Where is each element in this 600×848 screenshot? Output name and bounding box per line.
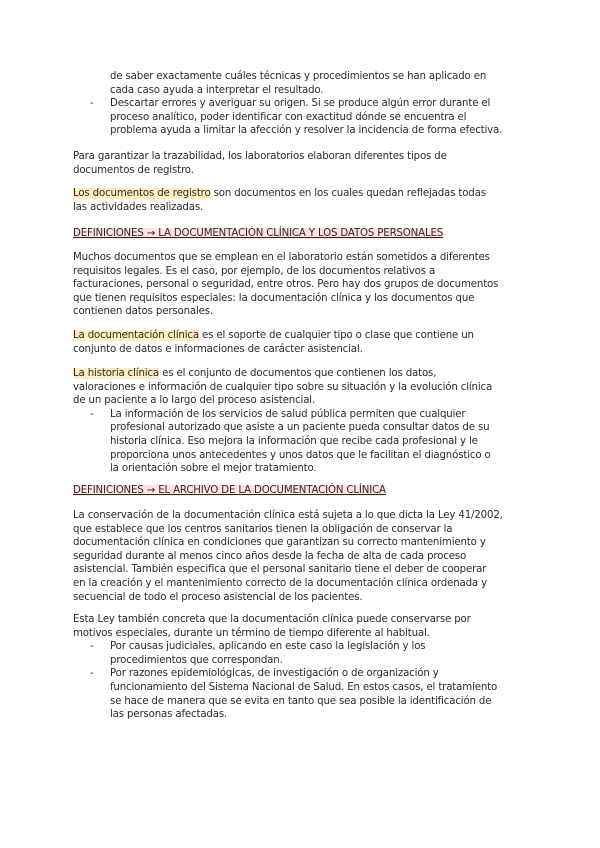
bullet-dash: -	[90, 408, 94, 420]
bullet-item-descartar-errores	[73, 97, 528, 138]
bullet-text-line: proceso analítico, poder identificar con exactitud dónde se encuentra el	[110, 111, 467, 123]
bullet-text-line: historia clínica. Eso mejora la información que recibe cada profesional y le	[110, 435, 478, 447]
paragraph-line: asistencial. También especifica que el personal sanitario tiene el deber de cooperar	[73, 564, 487, 576]
bullet-item-servicios-salud	[73, 408, 528, 476]
paragraph-line	[73, 329, 528, 343]
bullet-text-line: Por razones epidemiológicas, de investigación o de organización y	[110, 668, 439, 680]
paragraph-line: requisitos legales. Es el caso, por ejemplo, de los documentos relativos a	[73, 265, 436, 277]
highlighted-term: La documentación clínica	[73, 330, 199, 341]
paragraph-line: motivos especiales, durante un término de tiempo diferente al habitual.	[73, 627, 430, 639]
bullet-list-top	[73, 70, 528, 138]
section-heading-documentacion-clinica	[73, 227, 528, 241]
paragraph-conservacion	[73, 509, 528, 604]
bullet-item-razones-epidemiologicas	[73, 667, 528, 721]
paragraph-line: secuencial de todo el proceso asistencial de los pacientes.	[73, 591, 363, 603]
heading-text: DEFINICIONES → EL ARCHIVO DE LA DOCUMENTACIÓN CLÍNICA	[73, 485, 386, 496]
bullet-text-line: de saber exactamente cuáles técnicas y procedimientos se han aplicado en	[110, 71, 487, 82]
bullet-text-line: problema ayuda a limitar la afección y resolver la incidencia de forma efectiva.	[110, 125, 503, 137]
paragraph-line: de un paciente a lo largo del proceso asistencial.	[73, 395, 316, 407]
paragraph-line: La conservación de la documentación clínica está sujeta a lo que dicta la Ley 41/2002,	[73, 510, 503, 521]
paragraph-line: conjunto de datos e informaciones de carácter asistencial.	[73, 343, 363, 355]
paragraph-line: en la creación y el mantenimiento correcto de la documentación clínica ordenada y	[73, 577, 487, 589]
paragraph-historia-clinica	[73, 367, 528, 476]
paragraph-line: facturaciones, personal o seguridad, entre otros. Pero hay dos grupos de documentos	[73, 279, 499, 291]
bullet-dash: -	[90, 668, 94, 680]
paragraph-line: documentos de registro.	[73, 164, 194, 176]
heading-text: DEFINICIONES → LA DOCUMENTACIÓN CLÍNICA Y LOS DATOS PERSONALES	[73, 228, 444, 239]
section-heading-archivo	[73, 484, 528, 498]
bullet-item-continuation	[73, 70, 528, 97]
paragraph-line: contienen datos personales.	[73, 306, 214, 318]
definition-text: es el soporte de cualquier tipo o clase que contiene un	[198, 330, 474, 341]
heading-line	[73, 227, 528, 241]
bullet-text-line: funcionamiento del Sistema Nacional de Salud. En estos casos, el tratamiento	[110, 681, 498, 693]
definition-text: es el conjunto de documentos que contienen los datos,	[159, 368, 437, 379]
bullet-item-causas-judiciales	[73, 640, 528, 667]
bullet-dash: -	[90, 98, 94, 110]
highlighted-term: Los documentos de registro	[73, 188, 211, 199]
bullet-text-line: La información de los servicios de salud pública permiten que cualquier	[110, 408, 466, 420]
bullet-text-line: las personas afectadas.	[110, 709, 228, 721]
paragraph-line: valoraciones e información de cualquier tipo sobre su situación y la evolución clínica	[73, 381, 493, 393]
paragraph-muchos-documentos	[73, 251, 528, 319]
bullet-text-line: cada caso ayuda a interpretar el resultado.	[110, 84, 324, 96]
bullet-text-line: Descartar errores y averiguar su origen. Si se produce algún error durante el	[110, 98, 491, 110]
paragraph-documentos-registro	[73, 187, 528, 214]
bullet-text-line: se hace de manera que se evita en tanto que sea posible la identificación de	[110, 695, 492, 707]
paragraph-line: que tienen requisitos especiales: la documentación clínica y los documentos que	[73, 292, 475, 304]
bullet-text-line: Por causas judiciales, aplicando en este caso la legislación y los	[110, 641, 426, 653]
paragraph-line: que establece que los centros sanitarios tienen la obligación de conservar la	[73, 523, 453, 535]
paragraph-line: documentación clínica en condiciones que garantizan su correcto mantenimiento y	[73, 537, 486, 549]
bullet-text-line: procedimientos que correspondan.	[110, 654, 283, 666]
bullet-dash: -	[90, 641, 94, 653]
paragraph-line: Para garantizar la trazabilidad, los laboratorios elaboran diferentes tipos de	[73, 151, 447, 162]
paragraph-line	[73, 367, 528, 381]
bullet-text-line: proporciona unos antecedentes y unos datos que le facilitan el diagnóstico o	[110, 449, 491, 461]
paragraph-esta-ley	[73, 613, 528, 722]
paragraph-documentacion-clinica	[73, 329, 528, 356]
highlighted-term: La historia clínica	[73, 368, 160, 379]
paragraph-line: Esta Ley también concreta que la documentación clínica puede conservarse por	[73, 614, 471, 625]
paragraph-line: Muchos documentos que se emplean en el laboratorio están sometidos a diferentes	[73, 252, 490, 263]
paragraph-line: seguridad durante al menos cinco años desde la fecha de alta de cada proceso	[73, 550, 467, 562]
paragraph-line	[73, 187, 528, 201]
heading-line	[73, 484, 528, 498]
bullet-text-line: profesional autorizado que asiste a un paciente pueda consultar datos de su	[110, 422, 490, 434]
definition-text: son documentos en los cuales quedan reflejadas todas	[210, 188, 486, 199]
paragraph-trazabilidad	[73, 150, 528, 177]
paragraph-line: las actividades realizadas.	[73, 201, 204, 213]
bullet-text-line: la orientación sobre el mejor tratamiento.	[110, 463, 317, 475]
